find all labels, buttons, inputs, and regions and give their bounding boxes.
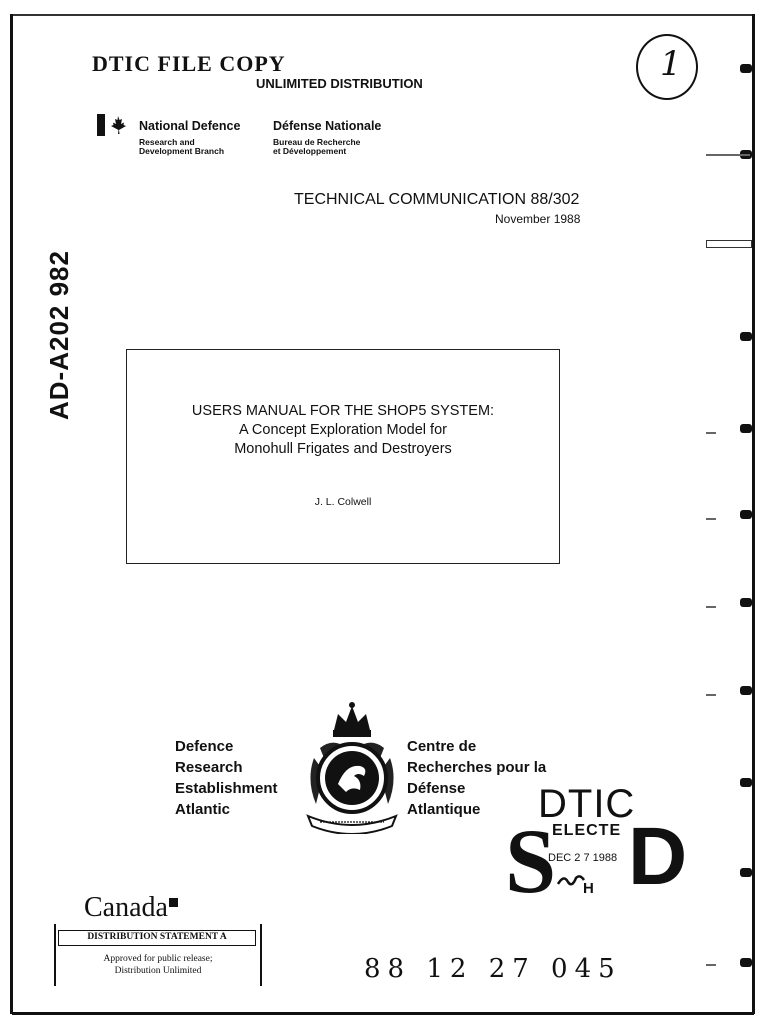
establishment-line: Centre de [407,738,477,755]
distribution-statement-line: Approved for public release; [103,954,213,964]
edge-dash [706,694,716,696]
branch-english [139,138,224,156]
edge-tick [740,958,752,967]
stamp-letter-d: D [628,811,688,902]
page-border-top [12,14,752,16]
establishment-name-english [175,736,278,820]
handwritten-circle-mark [636,34,698,100]
page-border-left [10,14,13,1014]
author: J. L. Colwell [314,496,372,508]
branch-french-line: Bureau de Recherche [273,137,361,147]
edge-tick [740,424,752,433]
ad-accession-number: AD-A202 982 [44,250,74,420]
document-title [127,402,559,459]
edge-dash [706,240,752,248]
edge-tick [740,778,752,787]
electe-label: ELECTE [552,822,622,839]
edge-dash [706,432,716,434]
edge-tick [740,510,752,519]
establishment-line: Atlantic [175,801,231,818]
report-date: November 1988 [495,212,581,226]
file-copy-stamp: DTIC FILE COPY [92,51,286,76]
branch-english-line: Research and [139,137,195,147]
edge-dash [706,518,716,520]
distribution-label: UNLIMITED DISTRIBUTION [256,76,423,91]
establishment-line: Atlantique [407,801,481,818]
stamp-mark-h: H [583,880,594,897]
canada-wordmark [84,892,178,924]
department-name-english: National Defence [139,119,241,133]
stamp-letter-s: S [505,810,557,912]
distribution-statement-title: DISTRIBUTION STATEMENT A [58,930,256,946]
edge-tick [740,868,752,877]
dtic-logo: DTIC [538,782,636,826]
title-box [126,349,560,564]
wordmark-flag-icon [169,898,178,907]
branch-french [273,138,360,156]
edge-dash [706,606,716,608]
signature-scribble-icon [556,872,586,895]
page-border-right [752,14,755,1014]
canada-wordmark-text: Canada [84,892,168,923]
accession-number: 88 12 27 045 [364,954,622,984]
establishment-line: Défense [407,780,466,797]
establishment-line: Recherches pour la [407,759,547,776]
page-border-bottom [12,1012,754,1015]
establishment-line: Establishment [175,780,278,797]
branch-english-line: Development Branch [139,146,225,156]
establishment-line: Research [175,759,243,776]
crest-icon [300,700,404,839]
edge-tick [740,598,752,607]
establishment-name-french [407,736,546,820]
edge-dash [706,154,750,156]
edge-tick [740,686,752,695]
branch-french-line: et Développement [273,146,347,156]
edge-tick [740,64,752,73]
title-line: USERS MANUAL FOR THE SHOP5 SYSTEM: [191,403,495,419]
department-name-french: Défense Nationale [273,119,382,133]
title-line: Monohull Frigates and Destroyers [234,441,452,457]
report-number: TECHNICAL COMMUNICATION 88/302 [294,191,580,208]
establishment-line: Defence [175,738,234,755]
distribution-statement [54,924,262,986]
distribution-statement-line: Distribution Unlimited [114,966,202,976]
edge-tick [740,332,752,341]
title-line: A Concept Exploration Model for [239,422,447,438]
stamp-date: DEC 2 7 1988 [548,852,618,864]
canada-flag-icon [97,114,131,141]
edge-dash [706,964,716,966]
handwritten-number: 1 [660,44,682,84]
